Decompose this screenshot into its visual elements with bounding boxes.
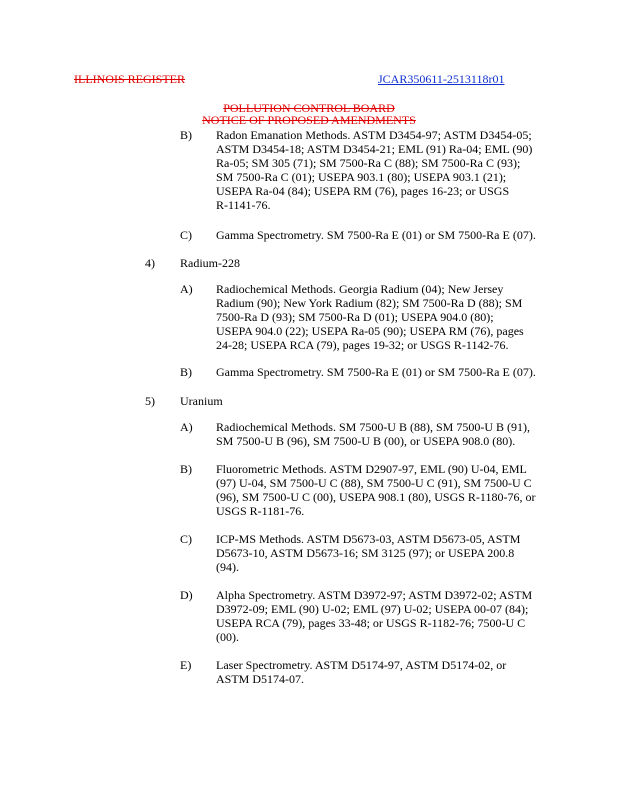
section-number: 4) [145,256,155,270]
text-line: R-1141-76. [216,198,271,212]
uranium-icp-ms-methods [216,532,586,574]
text-line: SM 7500-U B (96), SM 7500-U B (00), or USEPA 908.0 (80). [216,434,516,448]
text-line: (96), SM 7500-U C (00), USEPA 908.1 (80), USGS R-1180-76, or [216,490,536,504]
text-line: Gamma Spectrometry. SM 7500-Ra E (01) or SM 7500-Ra E (07). [216,228,536,242]
radium-radiochemical-methods [216,282,586,352]
text-line: Alpha Spectrometry. ASTM D3972-97; ASTM D3972-02; ASTM [216,588,533,602]
text-line: Radon Emanation Methods. ASTM D3454-97; ASTM D3454-05; [216,128,532,142]
item-letter: A) [180,420,193,434]
item-letter: C) [180,532,192,546]
text-line: USGS R-1181-76. [216,504,305,518]
item-letter: B) [180,365,192,379]
text-line: Radiochemical Methods. Georgia Radium (04); New Jersey [216,282,504,296]
text-line: Gamma Spectrometry. SM 7500-Ra E (01) or SM 7500-Ra E (07). [216,365,536,379]
text-line: USEPA 904.0 (22); USEPA Ra-05 (90); USEPA RM (76), pages [216,324,524,338]
uranium-radiochemical-methods [216,420,586,448]
text-line: USEPA RCA (79), pages 33-48; or USGS R-1182-76; 7500-U C [216,616,526,630]
text-line: Laser Spectrometry. ASTM D5174-97, ASTM D5174-02, or [216,658,507,672]
text-line: 7500-Ra D (93); SM 7500-Ra D (01); USEPA 904.0 (80); [216,310,494,324]
radon-gamma-spectrometry [216,228,586,242]
text-line: ASTM D5174-07. [216,672,305,686]
text-line: 24-28; USEPA RCA (79), pages 19-32; or USGS R-1142-76. [216,338,509,352]
text-line: ASTM D3454-18; ASTM D3454-21; EML (91) Ra-04; EML (90) [216,142,533,156]
section-title-uranium: Uranium [180,394,223,408]
text-line: (94). [216,560,239,574]
section-title-radium-228: Radium-228 [180,256,240,270]
register-title: ILLINOIS REGISTER [74,72,185,86]
uranium-fluorometric-methods [216,462,586,518]
section-number: 5) [145,394,155,408]
uranium-alpha-spectrometry [216,588,586,644]
text-line: (00). [216,630,239,644]
text-line: Radiochemical Methods. SM 7500-U B (88), SM 7500-U B (91), [216,420,530,434]
text-line: ICP-MS Methods. ASTM D5673-03, ASTM D5673-05, ASTM [216,532,521,546]
uranium-laser-spectrometry [216,658,586,686]
item-letter: D) [180,588,193,602]
text-line: SM 7500-Ra C (01); USEPA 903.1 (80); USEPA 903.1 (21); [216,170,507,184]
radium-gamma-spectrometry [216,365,586,379]
text-line: D5673-10, ASTM D5673-16; SM 3125 (97); or USEPA 200.8 [216,546,515,560]
item-letter: E) [180,658,192,672]
radon-emanation-methods [216,128,586,212]
notice-title: NOTICE OF PROPOSED AMENDMENTS [202,113,416,127]
item-letter: A) [180,282,193,296]
board-name: POLLUTION CONTROL BOARD [223,101,395,115]
item-letter: B) [180,128,192,142]
item-letter: B) [180,462,192,476]
text-line: D3972-09; EML (90) U-02; EML (97) U-02; USEPA 00-07 (84); [216,602,529,616]
item-letter: C) [180,228,192,242]
text-line: Fluorometric Methods. ASTM D2907-97, EML (90) U-04, EML [216,462,527,476]
text-line: Ra-05; SM 305 (71); SM 7500-Ra C (88); SM 7500-Ra C (93); [216,156,521,170]
text-line: (97) U-04, SM 7500-U C (88), SM 7500-U C (91), SM 7500-U C [216,476,532,490]
document-id-link[interactable]: JCAR350611-2513118r01 [378,72,505,86]
text-line: USEPA Ra-04 (84); USEPA RM (76), pages 16-23; or USGS [216,184,510,198]
text-line: Radium (90); New York Radium (82); SM 7500-Ra D (88); SM [216,296,523,310]
